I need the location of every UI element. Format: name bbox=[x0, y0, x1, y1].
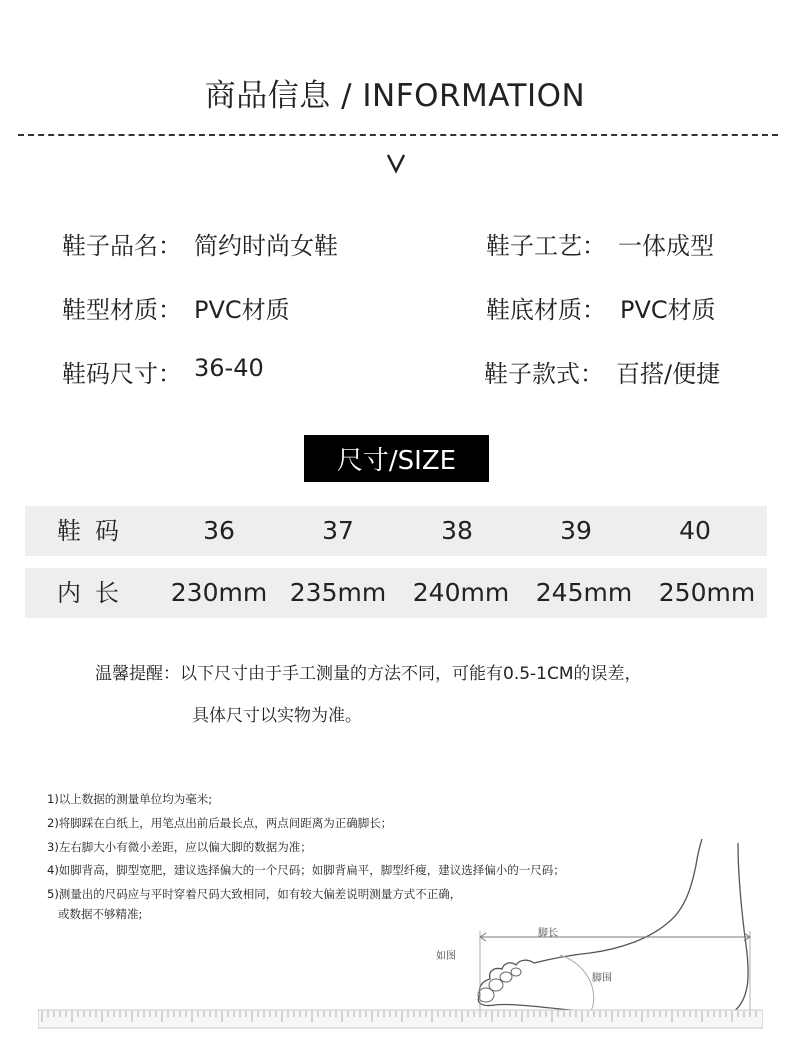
length-cell: 245mm bbox=[535, 578, 633, 607]
figure-label-example: 如图 bbox=[436, 951, 456, 962]
foot-outline bbox=[478, 839, 748, 1015]
size-section-badge: 尺寸/SIZE bbox=[304, 435, 489, 482]
info-value-craft: 一体成型 bbox=[618, 232, 714, 260]
length-cell: 230mm bbox=[170, 578, 268, 607]
toe bbox=[511, 968, 521, 976]
foot-measurement-illustration bbox=[420, 835, 770, 1025]
measure-note: 5)测量出的尺码应与平时穿着尺码大致相同，如有较大偏差说明测量方式不正确， bbox=[47, 887, 462, 901]
info-label-craft: 鞋子工艺： bbox=[486, 232, 606, 260]
size-reminder-line-2: 具体尺寸以实物为准。 bbox=[192, 706, 362, 726]
info-label-upper-material: 鞋型材质： bbox=[62, 296, 182, 324]
chevron-down-icon bbox=[378, 144, 414, 180]
size-row-inner-length bbox=[25, 568, 767, 618]
row-header-inner-length: 内长 bbox=[57, 579, 133, 607]
toe bbox=[489, 979, 503, 991]
row-header-shoe-size: 鞋码 bbox=[57, 517, 133, 545]
toe bbox=[500, 972, 512, 982]
measure-note: 或数据不够精准; bbox=[47, 907, 143, 921]
measure-note: 4)如脚背高，脚型宽肥，建议选择偏大的一个尺码；如脚背扁平，脚型纤瘦，建议选择偏小的一尺码； bbox=[47, 863, 565, 877]
size-cell: 37 bbox=[322, 516, 354, 545]
measure-note: 2)将脚踩在白纸上，用笔点出前后最长点，两点间距离为正确脚长； bbox=[47, 816, 393, 830]
info-value-style: 百搭/便捷 bbox=[616, 360, 721, 388]
size-cell: 39 bbox=[560, 516, 592, 545]
girth-arc bbox=[560, 955, 594, 1013]
info-label-size-range: 鞋码尺寸： bbox=[62, 360, 182, 388]
figure-label-length: 脚长 bbox=[538, 928, 558, 939]
info-label-sole-material: 鞋底材质： bbox=[486, 296, 606, 324]
ruler bbox=[38, 1008, 763, 1030]
info-value-sole-material: PVC材质 bbox=[620, 296, 716, 324]
length-cell: 240mm bbox=[412, 578, 510, 607]
figure-label-girth: 脚围 bbox=[592, 973, 612, 984]
size-row-shoe-size bbox=[25, 506, 767, 556]
length-cell: 250mm bbox=[658, 578, 756, 607]
measure-note: 1)以上数据的测量单位均为毫米; bbox=[47, 792, 213, 806]
page-title: 商品信息 / INFORMATION bbox=[204, 78, 586, 114]
info-label-style: 鞋子款式： bbox=[484, 360, 604, 388]
size-cell: 36 bbox=[203, 516, 235, 545]
info-value-name: 简约时尚女鞋 bbox=[194, 232, 338, 260]
dashed-divider bbox=[18, 134, 778, 136]
info-value-size-range: 36-40 bbox=[194, 354, 264, 382]
size-cell: 38 bbox=[441, 516, 473, 545]
size-reminder-line-1: 温馨提醒：以下尺寸由于手工测量的方法不同，可能有0.5-1CM的误差， bbox=[95, 664, 642, 684]
info-value-upper-material: PVC材质 bbox=[194, 296, 290, 324]
measure-note: 3)左右脚大小有微小差距，应以偏大脚的数据为准； bbox=[47, 840, 312, 854]
size-cell: 40 bbox=[679, 516, 711, 545]
info-label-name: 鞋子品名： bbox=[62, 232, 182, 260]
length-cell: 235mm bbox=[289, 578, 387, 607]
